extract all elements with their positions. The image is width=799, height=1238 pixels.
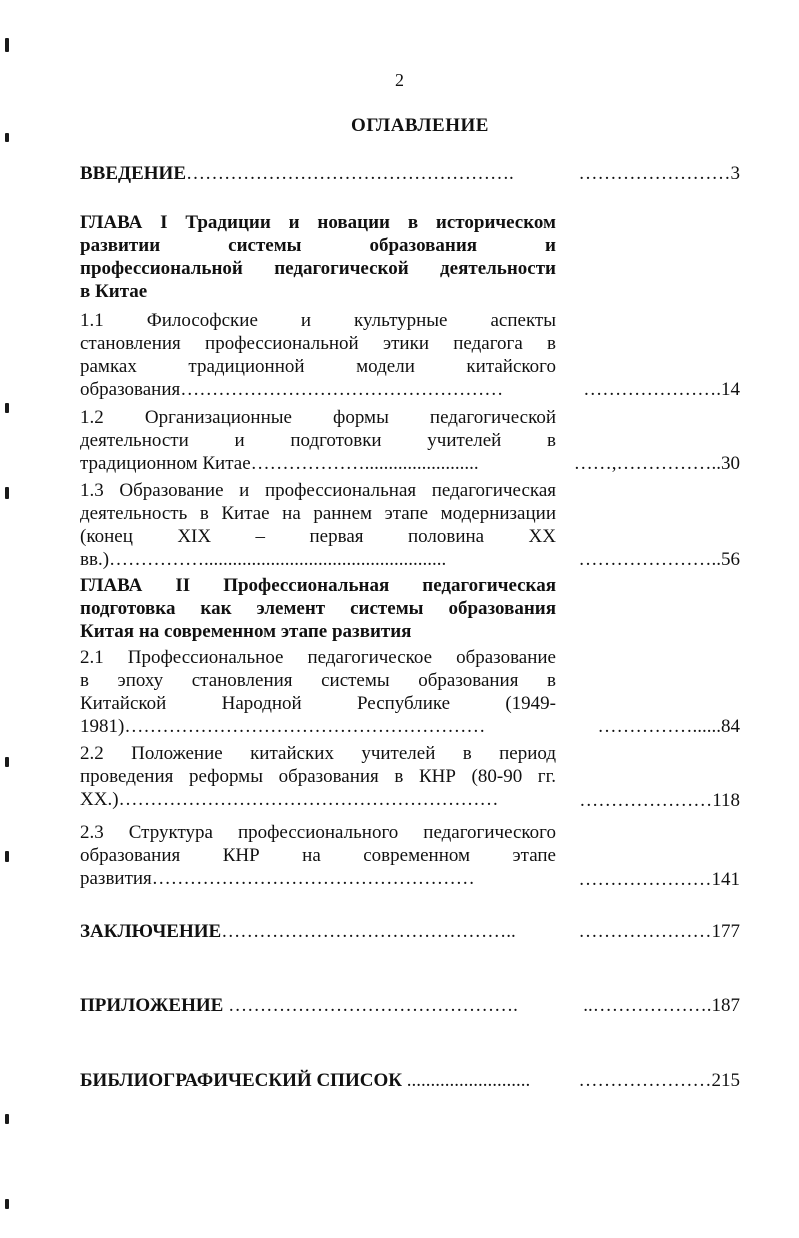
toc-section-2-1[interactable] [80,646,556,738]
chapter-title-line: подготовка как элемент системы образования [80,598,556,619]
section-title-line: 1.3 Образование и профессиональная педагогическая [80,480,556,501]
toc-entry-bibliography[interactable] [80,1069,556,1092]
chapter-title-line: Китая на современном этапе развития [80,621,412,642]
page-title: ОГЛАВЛЕНИЕ [351,115,489,136]
chapter-title-line: профессиональной педагогической деятельности [80,258,556,279]
scan-margin-mark [5,1114,9,1124]
scan-margin-mark [5,851,9,862]
toc-section-2-2[interactable] [80,742,556,811]
section-title-line: XX.)…………………………………………………… [80,789,499,810]
toc-leader-dots: ……………………………………….. [221,921,516,942]
scan-margin-mark [5,757,9,767]
toc-entry-label: ВВЕДЕНИЕ [80,163,186,184]
toc-page-ref[interactable]: …………………118 [579,790,740,811]
toc-leader-dots: ……………………………………………. [186,163,514,184]
section-title-line: образования КНР на современном этапе [80,845,556,866]
chapter-title-line: ГЛАВА I Традиции и новации в историческом [80,212,556,233]
section-title-line: Китайской Народной Республике (1949- [80,693,556,714]
chapter-title-line: ГЛАВА II Профессиональная педагогическая [80,575,556,596]
scan-margin-mark [5,38,9,52]
section-title-line: образования…………………………………………… [80,379,504,400]
toc-page-ref[interactable]: ……,……………..30 [573,453,740,474]
scan-margin-mark [5,1199,9,1209]
toc-section-2-3[interactable] [80,821,556,890]
toc-entry-label: БИБЛИОГРАФИЧЕСКИЙ СПИСОК [80,1070,403,1091]
scan-margin-mark [5,487,9,499]
toc-entry-label: ЗАКЛЮЧЕНИЕ [80,921,222,942]
section-title-line: 2.3 Структура профессионального педагогического [80,822,556,843]
scan-margin-mark [5,403,9,413]
section-title-line: 1981)………………………………………………… [80,716,486,737]
toc-page-ref[interactable]: ……………………3 [578,163,740,184]
section-title-line: (конец XIX – первая половина XX [80,526,556,547]
section-title-line: становления профессиональной этики педагога в [80,333,556,354]
section-title-line: рамках традиционной модели китайского [80,356,556,377]
toc-entry-label: ПРИЛОЖЕНИЕ [80,995,224,1016]
toc-page-ref[interactable]: ……………......84 [597,716,740,737]
toc-section-1-1[interactable] [80,309,556,401]
toc-leader-dots: ………………………………………. [228,995,518,1016]
toc-section-1-2[interactable] [80,406,556,475]
toc-page-ref[interactable]: …………………..56 [578,549,740,570]
toc-entry-intro[interactable] [80,162,556,185]
section-title-line: 2.1 Профессиональное педагогическое образование [80,647,556,668]
toc-section-1-3[interactable] [80,479,556,571]
page-number: 2 [395,70,404,90]
toc-page-ref[interactable]: ………………….14 [583,379,740,400]
toc-page-ref[interactable]: …………………215 [578,1070,740,1091]
toc-entry-appendix[interactable] [80,994,556,1017]
toc-page-ref[interactable]: …………………141 [578,869,740,890]
toc-chapter-1-title[interactable] [80,211,556,303]
section-title-line: деятельность в Китае на раннем этапе модернизации [80,503,556,524]
section-title-line: развития…………………………………………… [80,868,475,889]
section-title-line: 2.2 Положение китайских учителей в период [80,743,556,764]
toc-page-ref[interactable]: …………………177 [578,921,740,942]
chapter-title-line: развитии системы образования и [80,235,556,256]
toc-leader-dots: .......................... [406,1070,531,1091]
toc-entry-conclusion[interactable] [80,920,556,943]
section-title-line: 1.2 Организационные формы педагогической [80,407,556,428]
toc-page-ref[interactable]: ..……………….187 [583,995,740,1016]
chapter-title-line: в Китае [80,281,148,302]
section-title-line: проведения реформы образования в КНР (80-90 гг. [80,766,556,787]
section-title-line: вв.)……………................................................... [80,549,447,570]
section-title-line: деятельности и подготовки учителей в [80,430,556,451]
section-title-line: традиционном Китае………………........................ [80,453,479,474]
section-title-line: 1.1 Философские и культурные аспекты [80,310,556,331]
section-title-line: в эпоху становления системы образования в [80,670,556,691]
toc-chapter-2-title[interactable] [80,574,556,643]
